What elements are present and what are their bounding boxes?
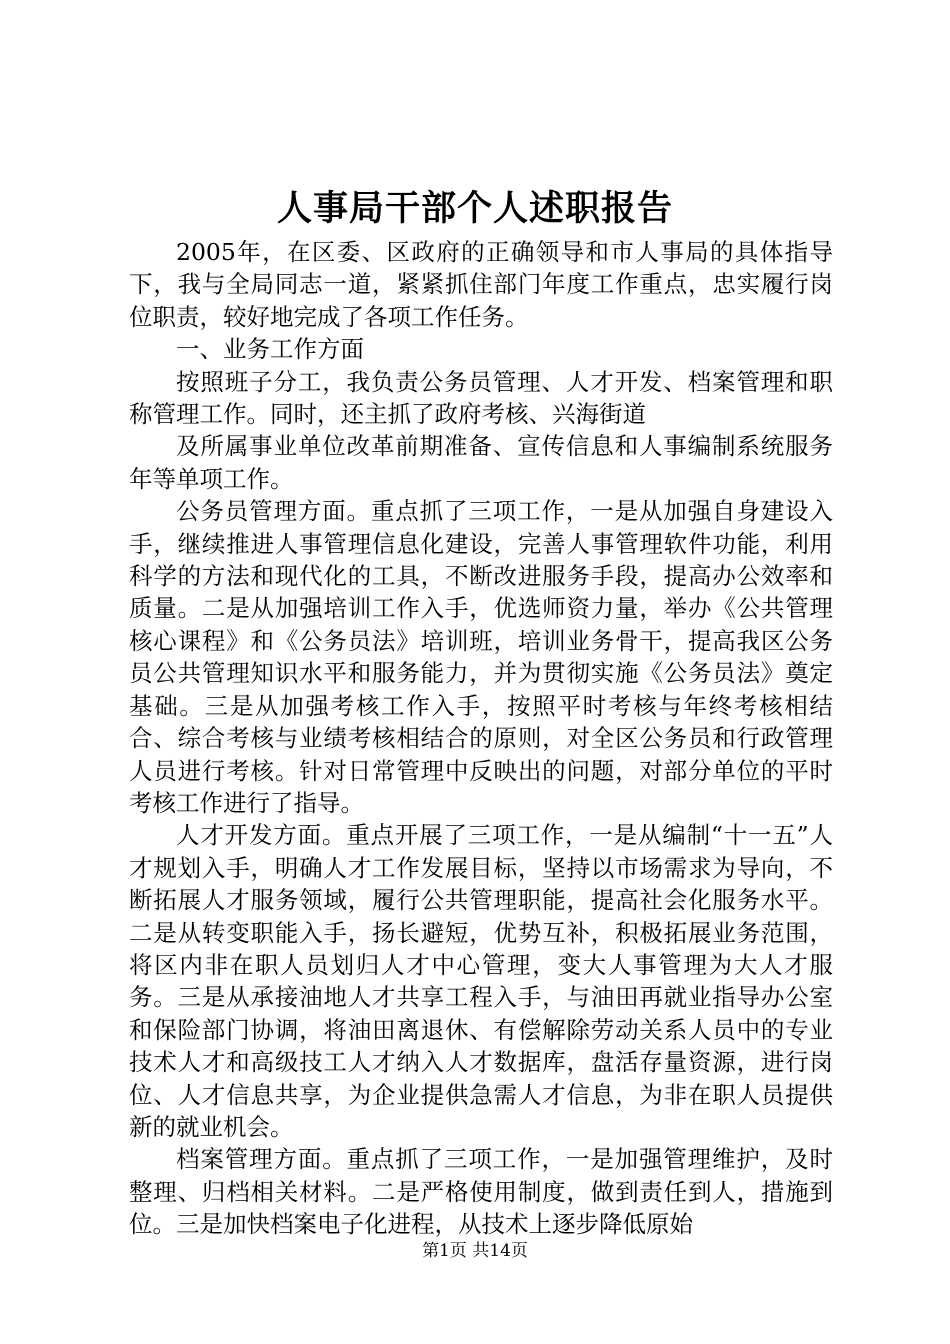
paragraph-intro: 2005年，在区委、区政府的正确领导和市人事局的具体指导下，我与全局同志一道，紧紧抓住部门年度工作重点，忠实履行岗位职责，较好地完成了各项工作任务。 [129,238,833,331]
section-heading-business: 一、业务工作方面 [176,335,364,364]
page-number-footer: 第1页 共14页 [422,1241,528,1261]
paragraph-talent-development: 人才开发方面。重点开展了三项工作，一是从编制“十一五”人才规划入手，明确人才工作发展目标，坚持以市场需求为导向，不断拓展人才服务领域，履行公共管理职能，提高社会化服务水平。二是从转变职能入手，扬长避短，优势互补，积极拓展业务范围，将区内非在职人员划归人才中心管理，变大人事管理为大人才服务。三是从承接油地人才共享工程入手，与油田再就业指导办公室和保险部门协调，将油田离退休、有偿解除劳动关系人员中的专业技术人才和高级技工人才纳入人才数据库，盘活存量资源，进行岗位、人才信息共享，为企业提供急需人才信息，为非在职人员提供新的就业机会。 [129,821,833,1141]
paragraph-division-of-work: 按照班子分工，我负责公务员管理、人才开发、档案管理和职称管理工作。同时，还主抓了政府考核、兴海街道 [129,367,833,429]
paragraph-division-of-work-cont: 及所属事业单位改革前期准备、宣传信息和人事编制系统服务年等单项工作。 [129,432,833,493]
paragraph-archive-management: 档案管理方面。重点抓了三项工作，一是加强管理维护，及时整理、归档相关材料。二是严格使用制度，做到责任到人，措施到位。三是加快档案电子化进程，从技术上逐步降低原始 [129,1145,833,1239]
document-title: 人事局干部个人述职报告 [276,188,673,229]
paragraph-civil-servant-management: 公务员管理方面。重点抓了三项工作，一是从加强自身建设入手，继续推进人事管理信息化建设，完善人事管理软件功能，利用科学的方法和现代化的工具，不断改进服务手段，提高办公效率和质量。二是从加强培训工作入手，优选师资力量，举办《公共管理核心课程》和《公务员法》培训班，培训业务骨干，提高我区公务员公共管理知识水平和服务能力，并为贯彻实施《公务员法》奠定基础。三是从加强考核工作入手，按照平时考核与年终考核相结合、综合考核与业绩考核相结合的原则，对全区公务员和行政管理人员进行考核。针对日常管理中反映出的问题，对部分单位的平时考核工作进行了指导。 [129,497,833,817]
document-body [129,236,833,1241]
